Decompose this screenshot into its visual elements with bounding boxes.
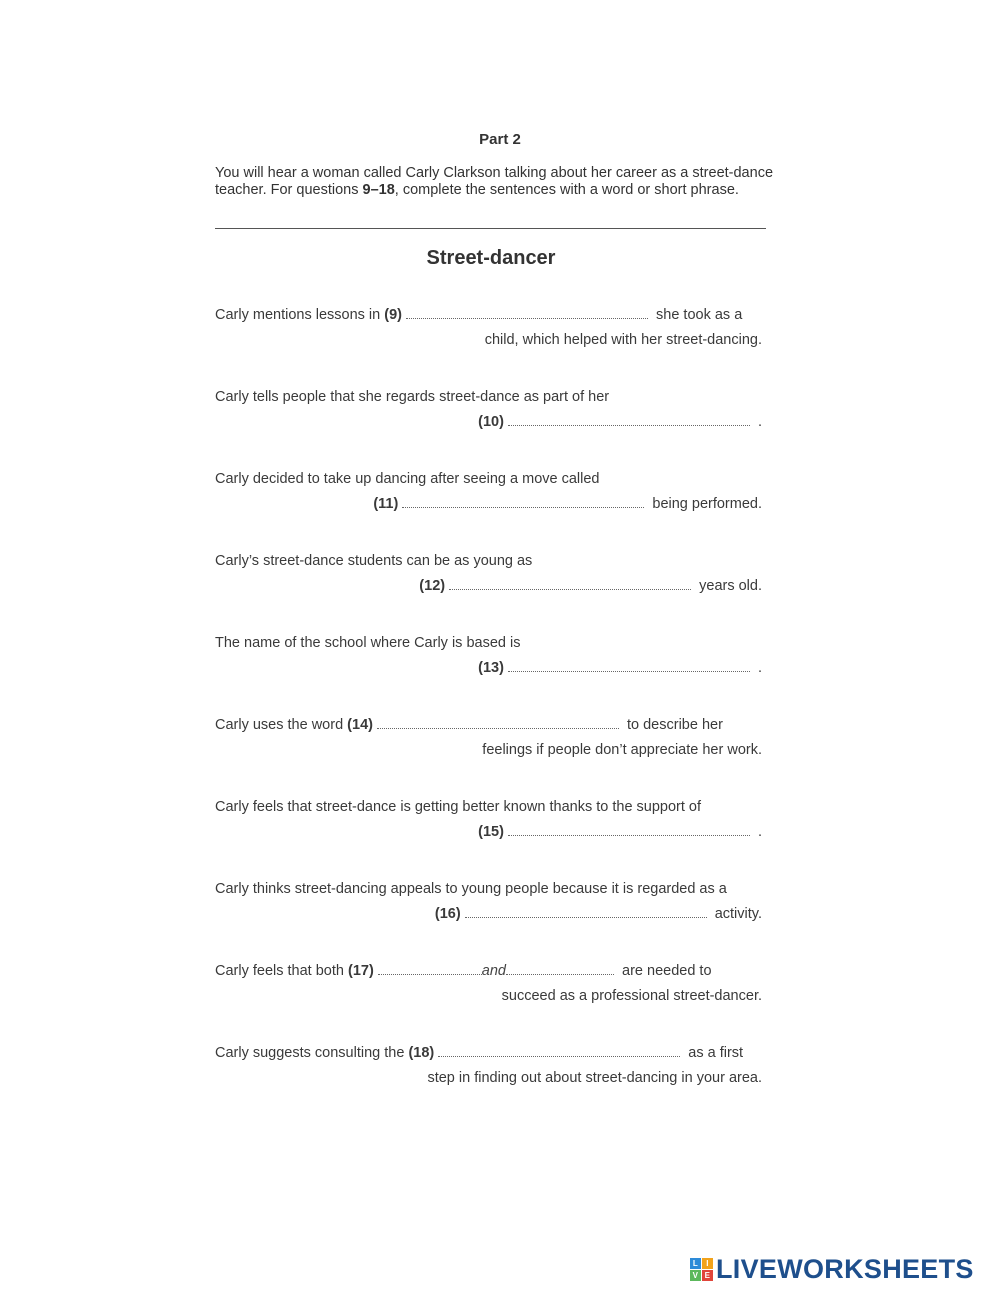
question-text: . — [757, 660, 762, 676]
answer-blank-17b[interactable] — [506, 973, 614, 975]
question-14-line-1 — [215, 717, 723, 733]
question-18-line-2: step in finding out about street-dancing in your area. — [427, 1070, 762, 1086]
instructions — [215, 165, 775, 199]
answer-blank-17a[interactable] — [378, 973, 482, 975]
answer-blank-10[interactable] — [508, 424, 750, 426]
instructions-text-2: , complete the sentences with a word or short phrase. — [394, 182, 739, 198]
question-number: (17) — [348, 963, 374, 979]
logo-letter: I — [702, 1258, 713, 1269]
question-16-line-2 — [435, 906, 762, 922]
question-12-line-1: Carly’s street-dance students can be as young as — [215, 553, 533, 569]
question-number: (14) — [347, 717, 373, 733]
question-text: years old. — [699, 578, 762, 594]
question-text: . — [757, 414, 762, 430]
question-range: 9–18 — [362, 182, 395, 198]
question-text: Carly uses the word — [215, 717, 344, 733]
question-number: (12) — [419, 578, 446, 594]
logo-icon — [690, 1258, 713, 1281]
question-text: Carly mentions lessons in — [215, 307, 381, 323]
question-number: (15) — [478, 824, 504, 840]
logo-letter: V — [690, 1270, 701, 1281]
answer-blank-11[interactable] — [402, 506, 644, 508]
divider — [215, 228, 766, 229]
answer-blank-18[interactable] — [438, 1055, 680, 1057]
question-text: Carly suggests consulting the — [215, 1045, 405, 1061]
question-13-line-1: The name of the school where Carly is based is — [215, 635, 521, 651]
question-11-line-1: Carly decided to take up dancing after seeing a move called — [215, 471, 600, 487]
answer-blank-16[interactable] — [465, 916, 707, 918]
logo-letter: E — [702, 1270, 713, 1281]
question-text: she took as a — [656, 307, 743, 323]
question-text: are needed to — [622, 963, 712, 979]
question-17-line-2: succeed as a professional street-dancer. — [501, 988, 762, 1004]
question-text: Carly feels that both — [215, 963, 344, 979]
answer-blank-9[interactable] — [406, 317, 648, 319]
question-number: (11) — [373, 496, 399, 512]
and-word: and — [481, 963, 506, 979]
question-text: being performed. — [652, 496, 762, 512]
instructions-text-1: You will hear a woman called Carly Clarkson talking about her career as a street-dance teacher. For questions — [215, 165, 774, 198]
question-13-line-2 — [478, 660, 762, 676]
question-10-line-1: Carly tells people that she regards street-dance as part of her — [215, 389, 610, 405]
question-number: (18) — [408, 1045, 435, 1061]
logo-letter: L — [690, 1258, 701, 1269]
question-18-line-1 — [215, 1045, 743, 1061]
question-17-line-1 — [215, 963, 712, 979]
question-12-line-2 — [419, 578, 762, 594]
question-text: as a first — [688, 1045, 744, 1061]
question-text: . — [757, 824, 762, 840]
question-number: (13) — [478, 660, 504, 676]
question-9-line-2: child, which helped with her street-dancing. — [484, 332, 762, 348]
question-15-line-2 — [478, 824, 762, 840]
question-number: (9) — [384, 307, 402, 323]
question-text: activity. — [714, 906, 762, 922]
question-14-line-2: feelings if people don’t appreciate her work. — [482, 742, 762, 758]
answer-blank-13[interactable] — [508, 670, 750, 672]
question-text: to describe her — [627, 717, 723, 733]
liveworksheets-logo[interactable] — [690, 1254, 974, 1285]
question-number: (10) — [478, 414, 504, 430]
question-number: (16) — [434, 906, 461, 922]
answer-blank-15[interactable] — [508, 834, 750, 836]
question-15-line-1: Carly feels that street-dance is getting better known thanks to the support of — [215, 799, 702, 815]
page-title: Street-dancer — [426, 247, 556, 269]
question-16-line-1: Carly thinks street-dancing appeals to young people because it is regarded as a — [215, 881, 727, 897]
part-heading: Part 2 — [479, 131, 521, 148]
answer-blank-14[interactable] — [377, 727, 619, 729]
answer-blank-12[interactable] — [449, 588, 691, 590]
question-9-line-1 — [215, 307, 742, 323]
logo-text: LIVEWORKSHEETS — [716, 1254, 974, 1284]
question-11-line-2 — [373, 496, 762, 512]
question-10-line-2 — [478, 414, 762, 430]
